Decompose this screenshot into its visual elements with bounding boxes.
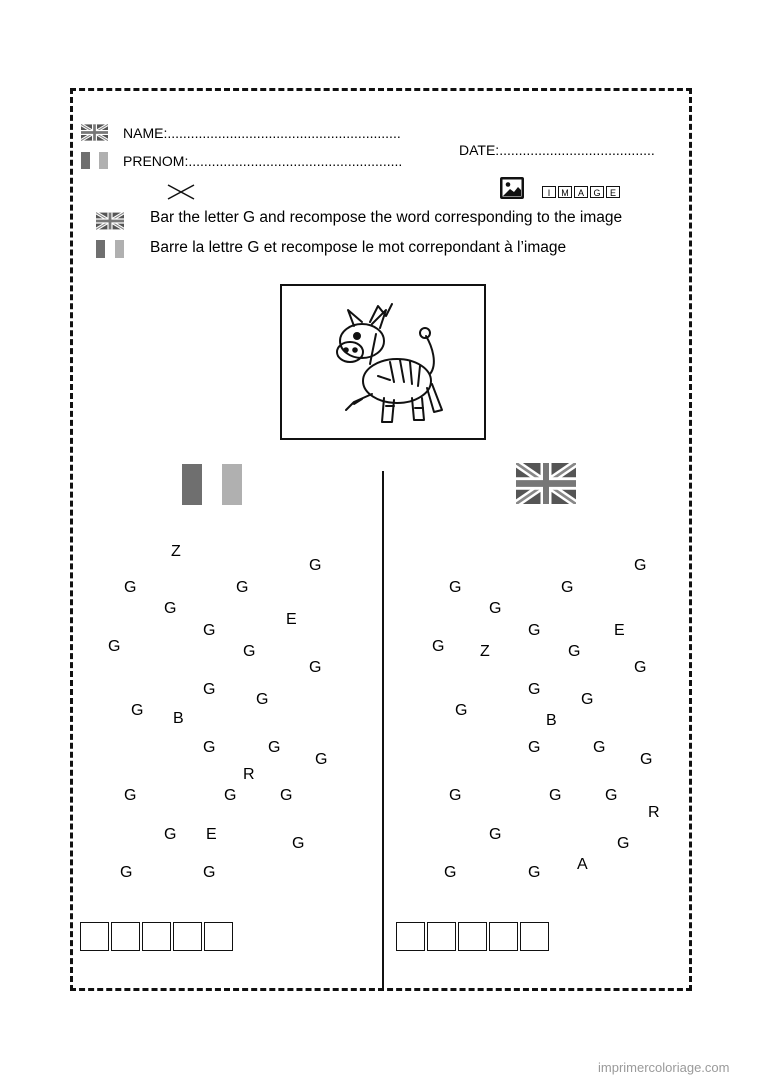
letter-tile[interactable]: E [286, 611, 297, 628]
letter-tile[interactable]: E [206, 826, 217, 843]
french-flag-icon [182, 464, 242, 505]
letter-tile[interactable]: G [124, 787, 137, 804]
image-word-label [542, 186, 622, 198]
site-credit: imprimercoloriage.com [598, 1060, 730, 1075]
answer-boxes-left [80, 922, 235, 951]
letter-tile[interactable]: G [203, 739, 216, 756]
letter-tile[interactable]: E [614, 622, 625, 639]
letter-tile[interactable]: G [243, 643, 256, 660]
letter-tile[interactable]: G [489, 600, 502, 617]
letter-tile[interactable]: Z [480, 643, 490, 660]
answer-box[interactable] [427, 922, 456, 951]
letter-tile[interactable]: G [124, 579, 137, 596]
letter-tile[interactable]: G [108, 638, 121, 655]
letter-tile[interactable]: G [203, 622, 216, 639]
letter-tile[interactable]: R [243, 766, 255, 783]
answer-box[interactable] [396, 922, 425, 951]
letter-tile[interactable]: G [528, 739, 541, 756]
letter-tile[interactable]: G [449, 579, 462, 596]
letter-tile[interactable]: G [120, 864, 133, 881]
column-divider [382, 471, 384, 991]
letter-tile[interactable]: B [546, 712, 557, 729]
letter-tile[interactable]: G [581, 691, 594, 708]
letter-tile[interactable]: G [309, 659, 322, 676]
letter-tile[interactable]: G [528, 681, 541, 698]
answer-box[interactable] [489, 922, 518, 951]
name-field: NAME:............................................................ [123, 125, 401, 141]
image-label-letter: I [542, 186, 556, 198]
letter-tile[interactable]: G [309, 557, 322, 574]
letter-tile[interactable]: G [292, 835, 305, 852]
answer-box[interactable] [204, 922, 233, 951]
letter-tile[interactable]: G [224, 787, 237, 804]
letter-tile[interactable]: G [617, 835, 630, 852]
date-field: DATE:........................................ [459, 142, 655, 158]
letter-tile[interactable]: G [605, 787, 618, 804]
letter-tile[interactable]: G [268, 739, 281, 756]
letter-tile[interactable]: Z [171, 543, 181, 560]
letter-tile[interactable]: G [561, 579, 574, 596]
uk-flag-icon [81, 124, 108, 141]
letter-tile[interactable]: G [256, 691, 269, 708]
letter-tile[interactable]: G [280, 787, 293, 804]
answer-box[interactable] [111, 922, 140, 951]
answer-box[interactable] [520, 922, 549, 951]
letter-tile[interactable]: G [444, 864, 457, 881]
letter-tile[interactable]: G [236, 579, 249, 596]
letter-tile[interactable]: G [549, 787, 562, 804]
letter-tile[interactable]: G [640, 751, 653, 768]
letter-tile[interactable]: G [203, 864, 216, 881]
letter-tile[interactable]: G [568, 643, 581, 660]
instruction-english: Bar the letter G and recompose the word corresponding to the image [150, 209, 623, 226]
letter-tile[interactable]: G [164, 826, 177, 843]
letter-tile[interactable]: G [164, 600, 177, 617]
letter-tile[interactable]: G [634, 557, 647, 574]
image-label-letter: A [574, 186, 588, 198]
letter-tile[interactable]: G [489, 826, 502, 843]
answer-box[interactable] [458, 922, 487, 951]
letter-tile[interactable]: A [577, 856, 588, 873]
letter-tile[interactable]: G [455, 702, 468, 719]
scissors-icon [166, 182, 196, 202]
uk-flag-icon [96, 212, 124, 230]
answer-boxes-right [396, 922, 551, 951]
image-label-letter: E [606, 186, 620, 198]
uk-flag-icon [516, 463, 576, 504]
letter-tile[interactable]: G [528, 864, 541, 881]
zebra-illustration [282, 286, 484, 438]
letter-tile[interactable]: G [528, 622, 541, 639]
letter-tile[interactable]: G [315, 751, 328, 768]
image-label-letter: M [558, 186, 572, 198]
image-label-letter: G [590, 186, 604, 198]
french-flag-icon [81, 152, 108, 169]
letter-tile[interactable]: B [173, 710, 184, 727]
image-icon [500, 177, 524, 199]
instruction-french: Barre la lettre G et recompose le mot correpondant à l’image [150, 239, 567, 256]
letter-tile[interactable]: G [449, 787, 462, 804]
letter-tile[interactable]: R [648, 804, 660, 821]
letter-tile[interactable]: G [634, 659, 647, 676]
letter-tile[interactable]: G [593, 739, 606, 756]
letter-tile[interactable]: G [203, 681, 216, 698]
answer-box[interactable] [142, 922, 171, 951]
answer-box[interactable] [173, 922, 202, 951]
answer-box[interactable] [80, 922, 109, 951]
prenom-field: PRENOM:....................................................... [123, 153, 403, 169]
french-flag-icon [96, 240, 124, 258]
letter-tile[interactable]: G [131, 702, 144, 719]
letter-tile[interactable]: G [432, 638, 445, 655]
zebra-image-frame [280, 284, 486, 440]
